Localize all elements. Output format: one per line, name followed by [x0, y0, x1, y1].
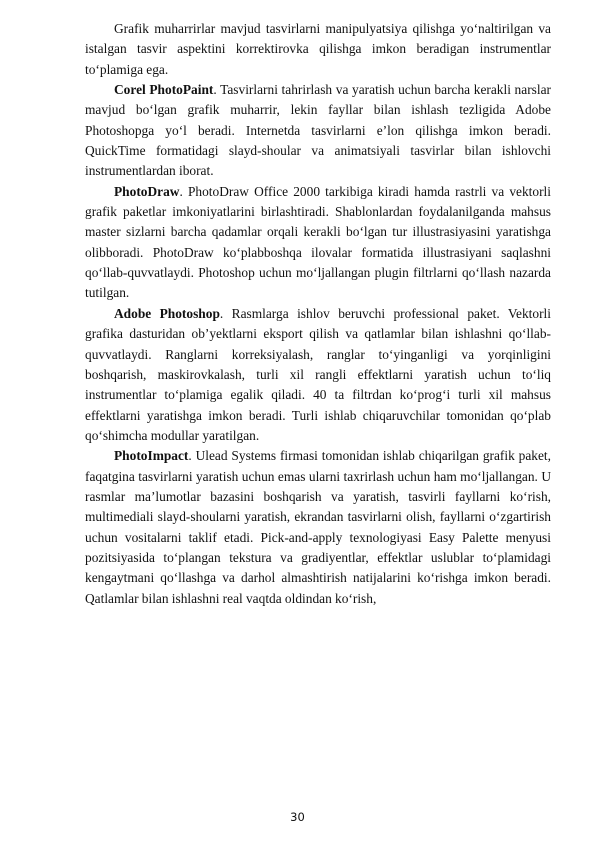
- document-page: [85, 19, 551, 609]
- term-corel-photopaint: Corel PhotoPaint: [114, 82, 214, 98]
- paragraph-adobe-photoshop: [85, 304, 551, 446]
- paragraph-intro-text: Grafik muharrirlar mavjud tasvirlarni manipulyatsiya qilishga yo‘naltirilgan va istalgan tasvir aspektini korrektirovka qilishga imkon beradigan instrumentlar to‘plamiga ega.: [85, 21, 551, 77]
- term-photodraw: PhotoDraw: [114, 183, 180, 199]
- term-photoimpact: PhotoImpact: [114, 448, 189, 464]
- paragraph-adobe-photoshop-text: . Rasmlarga ishlov beruvchi professional paket. Vektorli grafika dasturidan ob’yektlarni eksport qilish va qatlamlar bilan ishlashni qo‘llab-quvvatlaydi. Ranglarni korreksiyalash, ranglar to‘yinganligi va yorqinligini boshqarish, maskirovkalash, turli xil rangli effektlarni yaratish uchun to‘liq instrumentlar to‘plamiga egalik qiladi. 40 ta filtrdan ko‘prog‘i turli xil mahsus effektlarni yaratishga imkon beradi. Turli ishlab chiqaruvchilar tomonidan qo‘plab qo‘shimcha modullar yaratilgan.: [85, 305, 551, 443]
- paragraph-intro: [85, 19, 551, 80]
- paragraph-photodraw-text: . PhotoDraw Office 2000 tarkibiga kiradi hamda rastrli va vektorli grafik paketlar imkoniyatlarini birlashtiradi. Shablonlardan foydalanilganda mahsus master sizlarni barcha qadamlar orqali kerakli bo‘lgan tur illustrasiyasini yaratishga olibboradi. PhotoDraw ko‘plabboshqa ilovalar formatida illustrasiyani saqlashni qo‘llab-quvvatlaydi. Photoshop uchun mo‘ljallangan plugin filtrlarni qo‘llash nazarda tutilgan.: [85, 183, 551, 301]
- paragraph-photoimpact-text: . Ulead Systems firmasi tomonidan ishlab chiqarilgan grafik paket, faqatgina tasvirlarni yaratish uchun emas ularni taxrirlash uchun ham mo‘ljallangan. U rasmlar ma’lumotlar bazasini boshqarish va yaratish, tasvirli fayllarni ko‘rish, multimediali slayd-shoularni yaratish, ekrandan tasvirlarni olish, fayllarni o‘zgartirish uchun vositalarni taklif etadi. Pick-and-apply texnologiyasi Easy Palette menyusi pozitsiyasida to‘plangan tekstura va gradiyentlar, effektlar uslublar to‘plamidagi kengaytmani qo‘llashga va darhol almashtirish natijalarini ko‘rishga imkon beradi. Qatlamlar bilan ishlashni real vaqtda oldindan ko‘rish,: [85, 448, 551, 606]
- paragraph-photodraw: [85, 182, 551, 304]
- term-adobe-photoshop: Adobe Photoshop: [114, 305, 220, 321]
- paragraph-photoimpact: [85, 446, 551, 609]
- page-number: 30: [290, 810, 305, 824]
- paragraph-corel-photopaint: [85, 80, 551, 182]
- paragraph-corel-photopaint-text: . Tasvirlarni tahrirlash va yaratish uchun barcha kerakli narslar mavjud bo‘lgan grafik muharrir, lekin fayllar bilan ishlash tezligida Adobe Photoshopga yo‘l beradi. Internetda tasvirlarni e’lon qilishga imkon beradi. QuickTime formatidagi slayd-shoular va animatsiyali tasvirlar bilan ishlovchi instrumentlardan iborat.: [85, 82, 551, 179]
